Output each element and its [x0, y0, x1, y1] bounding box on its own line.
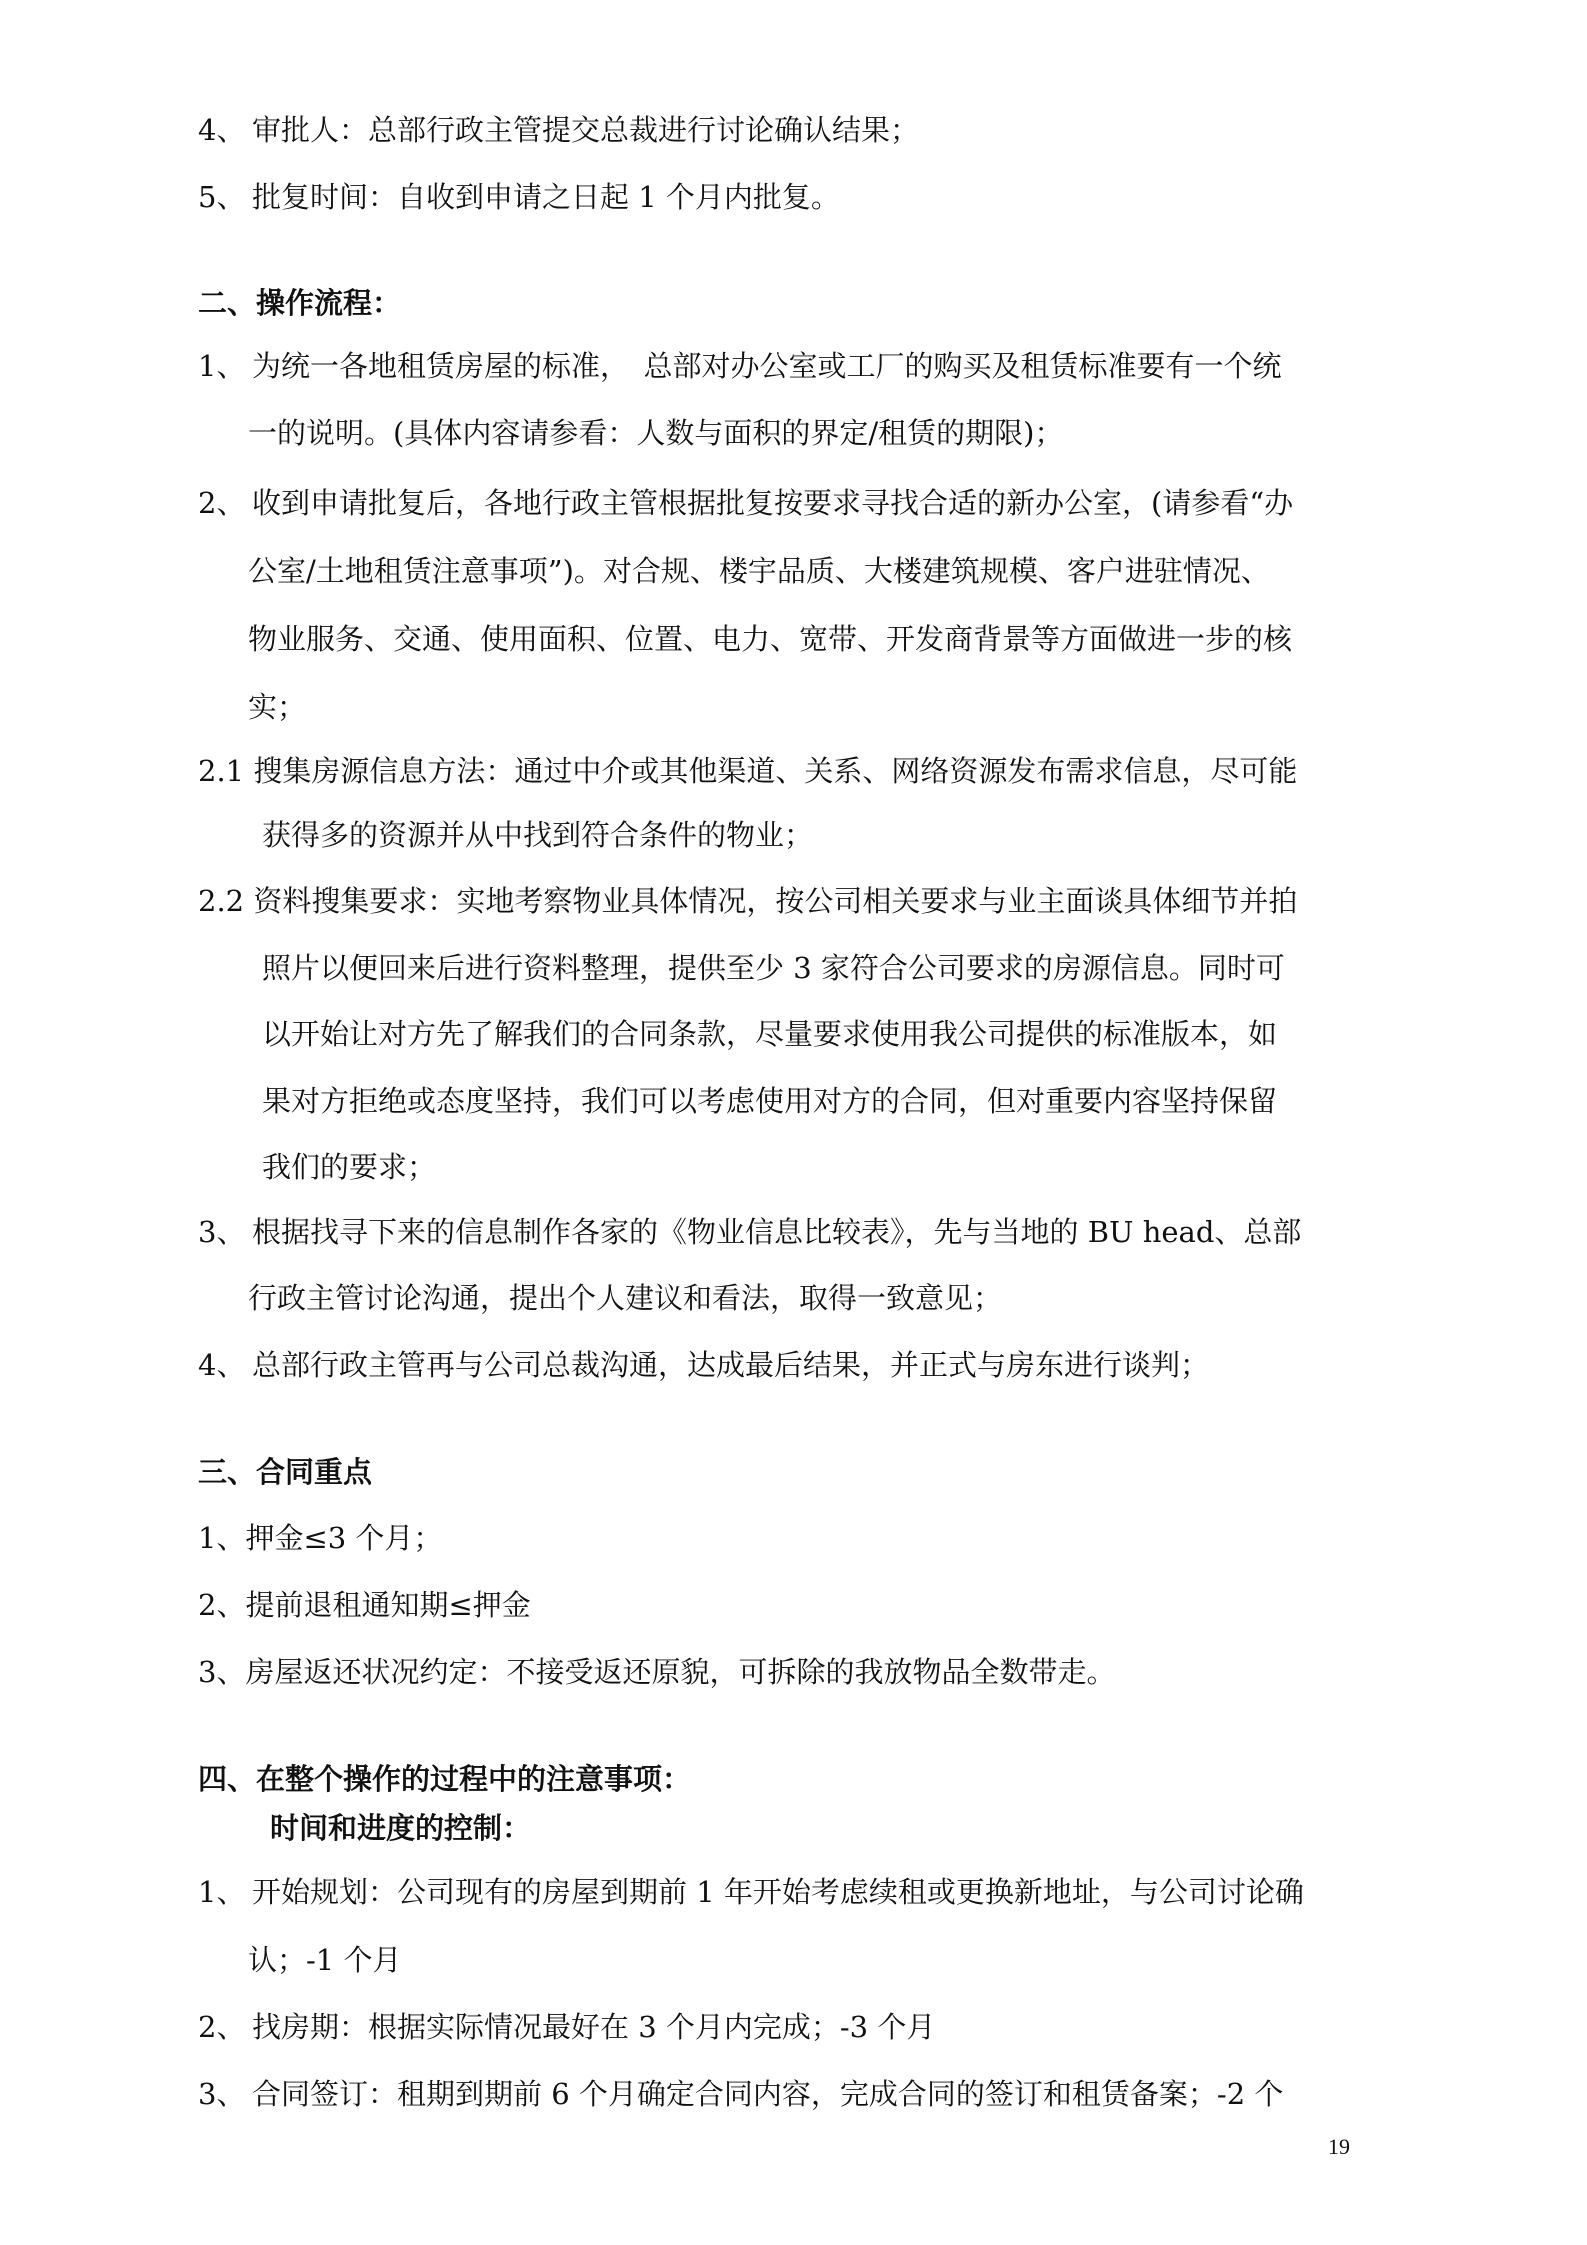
item-number: 1、: [198, 1875, 246, 1909]
item-text: 总部行政主管再与公司总裁沟通，达成最后结果，并正式与房东进行谈判；: [252, 1348, 1210, 1382]
item-number: 2、: [198, 2010, 246, 2044]
item-text: 找房期：根据实际情况最好在 3 个月内完成；-3 个月: [252, 2010, 936, 2044]
item-number: 2、: [198, 486, 246, 520]
item-text: 审批人：总部行政主管提交总裁进行讨论确认结果；: [252, 113, 920, 147]
item-text: 收到申请批复后，各地行政主管根据批复按要求寻找合适的新办公室，(请参看“办: [252, 486, 1294, 520]
item-text: 批复时间：自收到申请之日起 1 个月内批复。: [252, 180, 840, 214]
item-number: 4、: [198, 1348, 246, 1382]
document-page: 4、 审批人：总部行政主管提交总裁进行讨论确认结果； 5、 批复时间：自收到申请之日起 1 个月内批复。 二、操作流程： 1、 为统一各地租赁房屋的标准， 总部对办公室或工厂的购买及租赁标准要有一个统 一的说明。(具体内容请参看：人数与面积的界定/租赁的期限)； 2、 收到申请批复后，各地行政主管根据批复按要求寻找合适的新办公室，(请参看“办 公室/土地租赁注意事项”)。对合规、楼宇品质、大楼建筑规模、客户进驻情况、 物业服务、交通、使用面积、位置、电力、宽带、开发商背景等方面做进一步的核 实； 2.1 搜集房源信息方法：通过中介或其他渠道、关系、网络资源发布需求信息，尽可能 获得多的资源并从中找到符合条件的物业； 2.2 资料搜集要求：实地考察物业具体情况，按公司相关要求与业主面谈具体细节并拍 照片以便回来后进行资料整理，提供至少 3 家符合公司要求的房源信息。同时可 以开始让对方先了解我们的合同条款，尽量要求使用我公司提供的标准版本，如 果对方拒绝或态度坚持，我们可以考虑使用对方的合同，但对重要内容坚持保留 我们的要求； 3、 根据找寻下来的信息制作各家的《物业信息比较表》，先与当地的 BU head、总部 行政主管讨论沟通，提出个人建议和看法，取得一致意见； 4、 总部行政主管再与公司总裁沟通，达成最后结果，并正式与房东进行谈判； 三、合同重点 1、押金≤3 个月； 2、提前退租通知期≤押金 3、房屋返还状况约定：不接受返还原貌，可拆除的我放物品全数带走。 四、在整个操作的过程中的注意事项： 时间和进度的控制： 1、 开始规划：公司现有的房屋到期前 1 年开始考虑续租或更换新地址，与公司讨论确 认；-1 个月 2、 找房期：根据实际情况最好在 3 个月内完成；-3 个月 3、 合同签订：租期到期前 6 个月确定合同内容，完成合同的签订和租赁备案；-2 个 19: [0, 0, 1587, 2245]
item-text: 根据找寻下来的信息制作各家的《物业信息比较表》，先与当地的 BU head、总部: [252, 1215, 1302, 1249]
item-number: 4、: [198, 113, 246, 147]
item-number: 1、: [198, 349, 246, 383]
item-number: 5、: [198, 180, 246, 214]
item-number: 3、: [198, 1215, 246, 1249]
page-number: 19: [1328, 2134, 1350, 2159]
item-text: 为统一各地租赁房屋的标准， 总部对办公室或工厂的购买及租赁标准要有一个统: [252, 349, 1282, 383]
item-text: 开始规划：公司现有的房屋到期前 1 年开始考虑续租或更换新地址，与公司讨论确: [252, 1875, 1304, 1909]
item-number: 3、: [198, 2077, 246, 2111]
item-text: 合同签订：租期到期前 6 个月确定合同内容，完成合同的签订和租赁备案；-2 个: [252, 2077, 1284, 2111]
